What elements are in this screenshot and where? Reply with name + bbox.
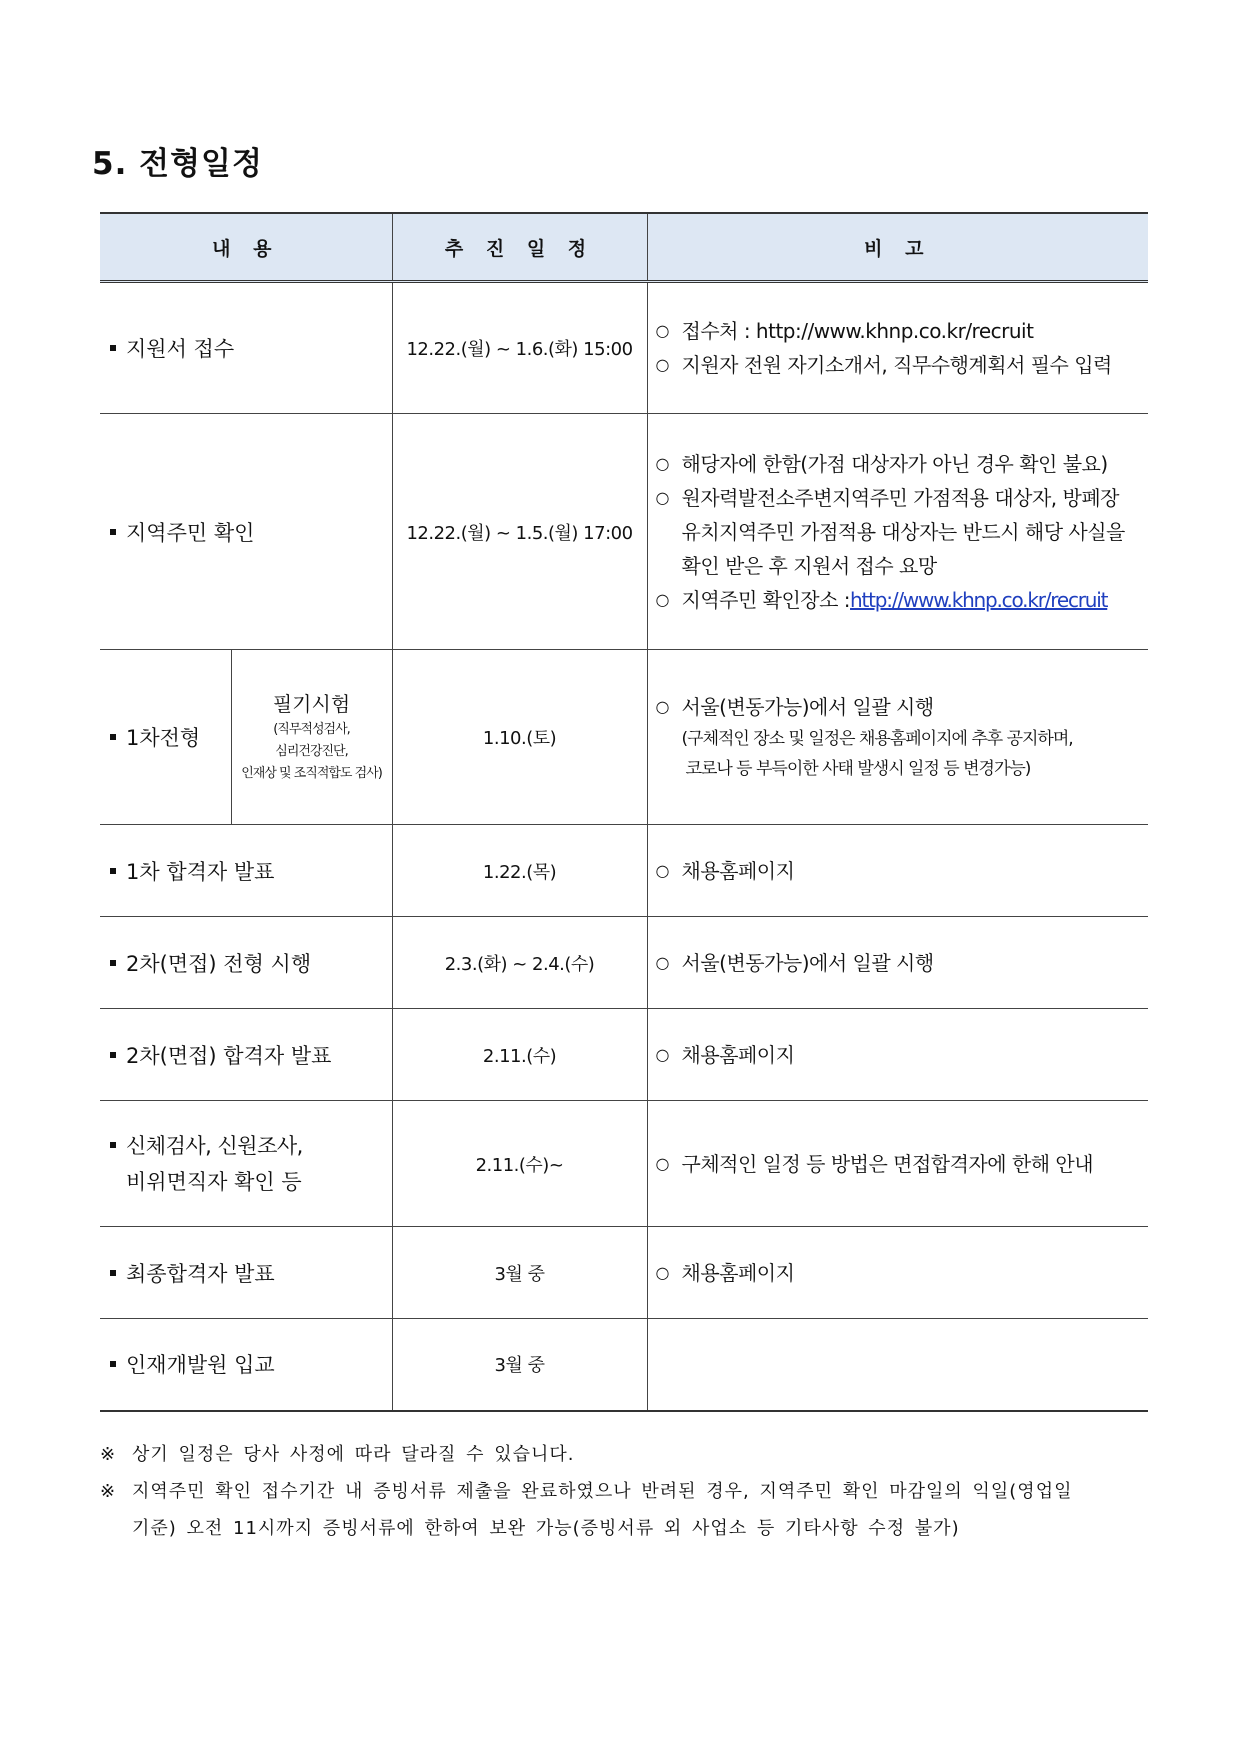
row-item-label: 신체검사, 신원조사, bbox=[126, 1133, 303, 1158]
table-row bbox=[100, 650, 1148, 825]
row-item-cell bbox=[100, 282, 392, 414]
note-text: 채용홈페이지 bbox=[681, 858, 795, 883]
note-text: 접수처 : http://www.khnp.co.kr/recruit bbox=[681, 319, 1034, 343]
row-item-label: 1차전형 bbox=[126, 726, 201, 750]
table-row bbox=[100, 414, 1148, 650]
recruit-link[interactable]: http://www.khnp.co.kr/recruit bbox=[850, 587, 1108, 612]
row-date: 12.22.(월) ~ 1.5.(월) 17:00 bbox=[392, 414, 647, 650]
note-text: (구체적인 장소 및 일정은 채용홈페이지에 추후 공지하며, bbox=[681, 729, 1073, 749]
circle-bullet-icon: ○ bbox=[655, 860, 669, 880]
row-date: 2.11.(수)~ bbox=[392, 1101, 647, 1227]
row-notes bbox=[647, 917, 1148, 1009]
square-bullet-icon bbox=[110, 734, 116, 740]
row-date: 3월 중 bbox=[392, 1227, 647, 1319]
footnote-text: 기준) 오전 11시까지 증빙서류에 한하여 보완 가능(증빙서류 외 사업소 등 기타사항 수정 불가) bbox=[132, 1518, 960, 1539]
circle-bullet-icon: ○ bbox=[655, 355, 669, 374]
square-bullet-icon bbox=[110, 1270, 116, 1276]
note-text: 서울(변동가능)에서 일괄 시행 bbox=[681, 695, 934, 719]
row-item-label: 2차(면접) 전형 시행 bbox=[126, 951, 312, 976]
note-text: 유치지역주민 가점적용 대상자는 반드시 해당 사실을 bbox=[681, 519, 1125, 544]
row-notes bbox=[647, 1319, 1148, 1411]
row-notes bbox=[647, 1009, 1148, 1101]
row-item-label: 지원서 접수 bbox=[126, 337, 235, 361]
row-notes bbox=[647, 825, 1148, 917]
circle-bullet-icon: ○ bbox=[655, 487, 669, 507]
row-item-cell bbox=[100, 917, 392, 1009]
square-bullet-icon bbox=[110, 345, 116, 351]
row-item-cell bbox=[100, 1319, 392, 1411]
table-row bbox=[100, 282, 1148, 414]
row-date: 12.22.(월) ~ 1.6.(화) 15:00 bbox=[392, 282, 647, 414]
circle-bullet-icon: ○ bbox=[655, 697, 669, 716]
row-item-label: 1차 합격자 발표 bbox=[126, 859, 275, 884]
footnote bbox=[100, 1436, 1160, 1473]
footnote-text: 상기 일정은 당사 사정에 따라 달라질 수 있습니다. bbox=[132, 1444, 575, 1465]
row-item-cell bbox=[100, 650, 231, 825]
square-bullet-icon bbox=[110, 960, 116, 966]
note-text: 지원자 전원 자기소개서, 직무수행계획서 필수 입력 bbox=[681, 353, 1112, 377]
row-date: 2.3.(화) ~ 2.4.(수) bbox=[392, 917, 647, 1009]
row-item-label: 지역주민 확인 bbox=[126, 520, 255, 545]
row-item-label: 2차(면접) 합격자 발표 bbox=[126, 1043, 332, 1068]
table-row bbox=[100, 1227, 1148, 1319]
schedule-table bbox=[100, 212, 1148, 1412]
note-text: 서울(변동가능)에서 일괄 시행 bbox=[681, 950, 934, 975]
row-date: 2.11.(수) bbox=[392, 1009, 647, 1101]
row-date: 3월 중 bbox=[392, 1319, 647, 1411]
table-header-row bbox=[100, 213, 1148, 282]
row-item-label: 비위면직자 확인 등 bbox=[126, 1169, 302, 1194]
reference-mark-icon: ※ bbox=[100, 1444, 116, 1465]
exam-detail: 인재상 및 조직적합도 검사) bbox=[241, 766, 382, 781]
note-text: 해당자에 한함(가점 대상자가 아닌 경우 확인 불요) bbox=[681, 451, 1108, 476]
circle-bullet-icon: ○ bbox=[655, 589, 669, 609]
square-bullet-icon bbox=[110, 868, 116, 874]
table-row bbox=[100, 825, 1148, 917]
row-notes bbox=[647, 650, 1148, 825]
header-schedule: 추 진 일 정 bbox=[392, 213, 647, 282]
note-text: 채용홈페이지 bbox=[681, 1260, 795, 1285]
square-bullet-icon bbox=[110, 1052, 116, 1058]
note-text: 채용홈페이지 bbox=[681, 1042, 795, 1067]
footnote bbox=[100, 1473, 1160, 1510]
page-title: 5. 전형일정 bbox=[92, 146, 263, 182]
square-bullet-icon bbox=[110, 1361, 116, 1367]
header-content: 내 용 bbox=[100, 213, 392, 282]
table-row bbox=[100, 917, 1148, 1009]
note-text: 지역주민 확인장소 : bbox=[681, 587, 851, 612]
row-item-cell bbox=[100, 1009, 392, 1101]
footnote-text: 지역주민 확인 접수기간 내 증빙서류 제출을 완료하였으나 반려된 경우, 지역주민 확인 마감일의 익일(영업일 bbox=[132, 1481, 1073, 1502]
header-remarks: 비 고 bbox=[647, 213, 1148, 282]
note-text: 원자력발전소주변지역주민 가점적용 대상자, 방폐장 bbox=[681, 485, 1119, 510]
square-bullet-icon bbox=[110, 529, 116, 535]
row-notes bbox=[647, 414, 1148, 650]
note-text: 코로나 등 부득이한 사태 발생시 일정 등 변경가능) bbox=[685, 759, 1031, 779]
exam-detail: 심리건강진단, bbox=[275, 744, 348, 759]
footnotes bbox=[100, 1436, 1160, 1547]
row-item-label: 최종합격자 발표 bbox=[126, 1261, 275, 1286]
reference-mark-icon: ※ bbox=[100, 1481, 116, 1502]
circle-bullet-icon: ○ bbox=[655, 453, 669, 473]
circle-bullet-icon: ○ bbox=[655, 1262, 669, 1282]
row-item-cell bbox=[100, 414, 392, 650]
row-item-cell bbox=[100, 825, 392, 917]
row-item-label: 인재개발원 입교 bbox=[126, 1353, 275, 1378]
table-row bbox=[100, 1009, 1148, 1101]
exam-detail: (직무적성검사, bbox=[273, 722, 350, 737]
table-row bbox=[100, 1319, 1148, 1411]
table-row bbox=[100, 1101, 1148, 1227]
square-bullet-icon bbox=[110, 1142, 116, 1148]
circle-bullet-icon: ○ bbox=[655, 1153, 669, 1173]
row-notes bbox=[647, 282, 1148, 414]
exam-title: 필기시험 bbox=[272, 692, 351, 716]
row-item-cell bbox=[100, 1101, 392, 1227]
exam-cell bbox=[231, 650, 392, 825]
footnote-continued bbox=[100, 1510, 1160, 1547]
row-date: 1.22.(목) bbox=[392, 825, 647, 917]
row-notes bbox=[647, 1101, 1148, 1227]
circle-bullet-icon: ○ bbox=[655, 1044, 669, 1064]
row-date: 1.10.(토) bbox=[392, 650, 647, 825]
circle-bullet-icon: ○ bbox=[655, 321, 669, 340]
note-text: 구체적인 일정 등 방법은 면접합격자에 한해 안내 bbox=[681, 1151, 1094, 1176]
circle-bullet-icon: ○ bbox=[655, 952, 669, 972]
row-item-cell bbox=[100, 1227, 392, 1319]
note-text: 확인 받은 후 지원서 접수 요망 bbox=[681, 553, 937, 578]
row-notes bbox=[647, 1227, 1148, 1319]
